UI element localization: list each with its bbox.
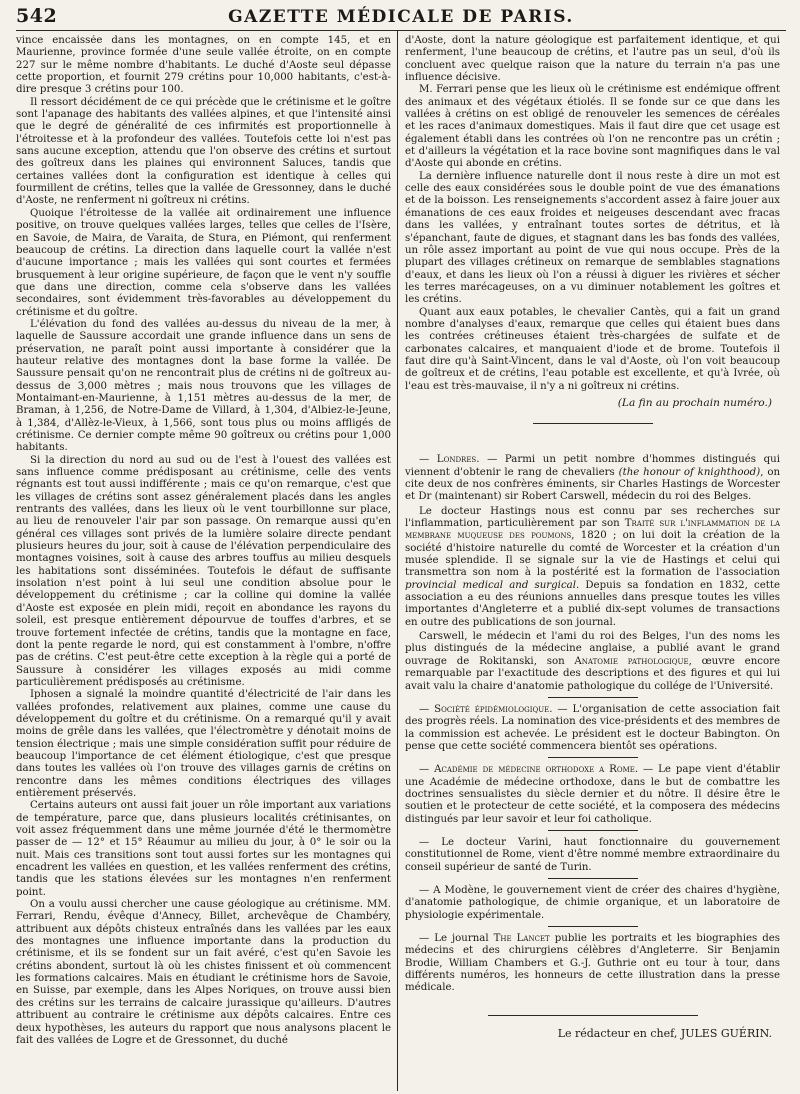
left-column [16,35,397,1091]
news-text: — Le journal [419,933,494,944]
signature-divider [488,1015,698,1016]
news-text: — Parmi un petit nombre d'hommes distingués qui viennent d'obtenir le rang de chevaliers [405,454,780,478]
news-item-londres [405,454,780,503]
news-text: — Le pape vient d'établir une Académie de médecine orthodoxe, dans le but de combattre les doctrines sensualistes du siècle dernier et du nôtre. Il désire être le soutien et le protecteur de cette société, et la composera des médecins distingués par leur savoir et leur foi catholique. [405,764,780,825]
journal-title: GAZETTE MÉDICALE DE PARIS. [228,7,574,27]
page-number: 542 [16,5,58,27]
paragraph: vince encaissée dans les montagnes, on en compte 145, et en Maurienne, province formée d'une seule vallée étroite, on en compte 227 sur le même nombre d'habitants. Le duché d'Aoste seul dépasse cette proportion, et fournit 279 crétins pour 10,000 habitants, c'est-à-dire presque 3 crétins pour 100. [16,35,391,96]
news-item-lancet [405,933,780,995]
page-header [16,4,786,31]
book-title: Anatomie pathologique [574,655,689,667]
news-text: . Depuis sa fondation en 1832, cette association a eu des réunions annuelles dans presque toutes les villes importantes d'Angleterre et a publié dix-sept volumes de transactions en outre des publications de son journal. [405,579,780,628]
news-text-italic: (the honour of knighthood) [618,466,761,478]
news-heading: — Société épidémiologique. [419,703,553,715]
news-text: Carswell, le médecin et l'ami du roi des Belges, l'un des noms les plus distingués de la médecine anglaise, a publié avant le grand ouvrage de Rokitanski, son [405,631,780,667]
news-item-carswell [405,631,780,693]
news-divider [548,830,638,831]
paragraph: Certains auteurs ont aussi fait jouer un rôle important aux variations de température, parce que, dans plusieurs localités crétinisantes, on voit assez fréquemment dans une même journée d'été le thermomètre passer de — 12° et 15° Réaumur au milieu du jour, à 0° le soir ou la nuit. Mais ces transitions sont tout aussi fortes sur les montagnes qui encadrent les vallées en question, et les vallées renferment des crétins, tandis que les stations élevées sur les montagnes n'en renferment point. [16,800,391,898]
paragraph: Si la direction du nord au sud ou de l'est à l'ouest des vallées est sans influence comme prédisposant au crétinisme, celle des vents régnants est tout aussi indifférente ; mais ce qu'on remarque, c'est que les villages de crétins sont assez généralement placés dans les angles rentrants des vallées, dans les lieux où le vent tourbillonne sur place, au lieu de renouveler l'air par son passage. On remarque aussi qu'en général ces villages sont privés de la lumière solaire directe pendant plusieurs heures du jour, soit à cause de l'élévation perpendiculaire des montagnes voisines, soit à cause des arbres touffus au milieu desquels les habitations sont disséminées. Toutefois le défaut de suffisante insolation n'est point à lui seul une condition absolue pour le développement du crétinisme ; car la colline qui domine la vallée d'Aoste est exposée en plein midi, reçoit en abondance les rayons du soleil, est presque entièrement dépourvue de touffes d'arbres, et se trouve fortement infectée de crétins, tandis que la montagne en face, dont la pente regarde le nord, qui est constamment à l'ombre, n'offre pas de crétins. C'est peut-être cette exception à la règle qui a porté de Saussure à considérer les villages exposés au midi comme particulièrement prédisposés au crétinisme. [16,454,391,688]
paragraph: M. Ferrari pense que les lieux où le crétinisme est endémique offrent des animaux et des végétaux étiolés. Il se fonde sur ce que dans les vallées à crétins on est obligé de renouveler les semences de céréales et les races d'animaux domestiques. Mais il faut dire que cet usage est également établi dans les contrées où l'on ne rencontre pas un crétin ; et d'ailleurs la végétation et la race bovine sont magnifiques dans le val d'Aoste qui abonde en crétins. [405,84,780,170]
right-column [398,35,780,1091]
news-text: , œuvre encore remarquable par l'exactitude des descriptions et des figures et qui lui avait valu la chaire d'anatomie pathologique du collége de l'Université. [405,655,780,692]
paragraph: Quant aux eaux potables, le chevalier Cantès, qui a fait un grand nombre d'analyses d'eaux, remarque que celles qui étaient bues dans les contrées crétineuses étaient très-chargées de sulfate et de carbonates calcaires, et manquaient d'iode et de brome. Toutefois il faut dire qu'à Saint-Vincent, dans le val d'Aoste, où l'on voit beaucoup de goîtreux et de crétins, l'eau potable est excellente, et qu'à Ivrée, où l'eau est très-mauvaise, il n'y a ni goîtreux ni crétins. [405,306,780,392]
editor-signature: Le rédacteur en chef, JULES GUÉRIN. [557,1026,772,1040]
article-columns [16,35,786,1091]
paragraph: Il ressort décidément de ce qui précède que le crétinisme et le goître sont l'apanage des habitants des vallées alpines, et que l'intensité ainsi que le degré de généralité de ces infirmités est proportionnelle à l'étroitesse et à la profondeur des vallées. Toutefois cette loi n'est pas sans aucune exception, attendu que l'on observe des crétins et surtout des goîtreux dans les plaines qui environnent Saluces, tandis que certaines vallées dont la configuration est identique à celles qui fourmillent de crétins, telles que la vallée de Gressonney, dans le duché d'Aoste, ne renferment ni goîtreux ni crétins. [16,96,391,207]
paragraph: On a voulu aussi chercher une cause géologique au crétinisme. MM. Ferrari, Rendu, évêque d'Annecy, Billet, archevêque de Chambéry, attribuent aux dépôts chisteux entraînés dans les vallées par les eaux des montagnes une influence importante dans la production du crétinisme, et ils se fondent sur un fait avéré, c'est qu'en Savoie les crétins abondent, surtout là où les chistes finissent et où commencent les formations calcaires. Mais en étudiant le crétinisme hors de Savoie, en Suisse, par exemple, dans les Alpes Noriques, on trouve aussi bien des crétins sur les terrains de calcaire jurassique qu'ailleurs. D'autres attribuent au contraire le crétinisme aux dépôts calcaires. Entre ces deux hypothèses, les auteurs du rapport que nous analysons placent le fait des vallées de Logre et de Gressonnet, du duché [16,899,391,1046]
news-item-modene: — A Modène, le gouvernement vient de créer des chaires d'hygiène, d'anatomie pathologique, de chimie organique, et un laboratoire de physiologie expérimentale. [405,884,780,921]
paragraph: d'Aoste, dont la nature géologique est parfaitement identique, et qui renferment, l'une beaucoup de crétins, et l'autre pas un seul, d'où ils concluent avec quelque raison que la nature du terrain n'a pas une influence décisive. [405,35,780,84]
news-text-italic: provincial medical and surgical [405,579,576,591]
section-divider [533,423,653,424]
news-text: — L'organisation de cette association fait des progrès réels. La nomination des vice-présidents et des membres de la commission est achevée. Le président est le docteur Babington. On pense que cette société commencera bientôt ses opérations. [405,703,780,752]
paragraph: L'élévation du fond des vallées au-dessus du niveau de la mer, à laquelle de Saussure accordait une grande influence dans un sens de préservation, ne paraît point aussi importante à considérer que la hauteur relative des montagnes dont la base forme la vallée. De Saussure pensait qu'on ne rencontrait plus de crétins ni de goîtreux au-dessus de 3,000 mètres ; mais nous trouvons que les villages de Montaimant-en-Maurienne, à 1,151 mètres au-dessus de la mer, de Braman, à 1,256, de Notre-Dame de Villard, à 1,304, d'Albiez-le-Jeune, à 1,384, d'Allèz-le-Vieux, à 1,566, sont tous plus ou moins affligés de crétinisme. Ce dernier compte même 90 goîtreux ou crétins pour 1,000 habitants. [16,318,391,454]
news-divider [548,926,638,927]
news-text: publie les portraits et les biographies des médecins et des chirurgiens célèbres d'Angleterre. Sir Benjamin Brodie, William Chambers et G.-J. Guthrie ont eu tour à tour, dans différents numéros, les honneurs de cette illustration dans la presse médicale. [405,933,780,994]
news-item-hastings [405,506,780,629]
news-heading: — Londres. [419,454,480,466]
news-divider [548,757,638,758]
news-item-societe [405,704,780,753]
news-text: Le docteur Hastings nous est connu par ses recherches sur l'inflammation, particulièrement par son [405,505,780,530]
journal-name: The Lancet [493,933,550,944]
news-text: , on cite deux de nos confrères éminents, sir Charles Hastings de Worcester et Dr (maintenant) sir Robert Carswell, médecin du roi des Belges. [405,466,780,503]
news-item-varini: — Le docteur Varini, haut fonctionnaire du gouvernement constitutionnel de Rome, vient d'être nommé membre extraordinaire du conseil supérieur de santé de Turin. [405,836,780,873]
news-divider [548,697,638,698]
continued-note: (La fin au prochain numéro.) [617,396,772,409]
paragraph: La dernière influence naturelle dont il nous reste à dire un mot est celle des eaux considérées sous le double point de vue des émanations et de la boisson. Les renseignements s'accordent assez à faire jouer aux émanations de ces eaux froides et neigeuses descendant avec fracas dans les vallées, y entraînant toutes sortes de détritus, et là s'épanchant, faute de digues, et stagnant dans les bas fonds des vallées, un rôle assez important au point de vue qui nous occupe. Près de la plupart des villages crétineux on remarque de semblables stagnations d'eaux, et dans les lieux où l'on a réussi à diguer les rivières et sécher les terres marécageuses, on a vu diminuer notablement les goîtres et les crétins. [405,170,780,306]
paragraph: Iphosen a signalé la moindre quantité d'électricité de l'air dans les vallées profondes, relativement aux plaines, comme une cause du développement du goître et du crétinisme. On a remarqué qu'il y avait moins de grêle dans les vallées, que l'électromètre y dénotait moins de tension électrique ; mais une simple considération suffit pour réduire de beaucoup l'importance de cet élément étiologique, c'est que presque dans toutes les vallées où l'on trouve des villages garnis de crétins on rencontre dans les mêmes conditions électriques des villages entièrement préservés. [16,689,391,799]
news-divider [548,878,638,879]
news-heading: — Académie de médecine orthodoxe a Rome. [419,764,639,776]
news-text: , 1820 ; on lui doit la création de la société d'histoire naturelle du comté de Worcester et la création d'un musée splendide. Il se signale sur la vie de Hastings et celui qui transmettra son nom à la postérité est la formation de l'association [405,530,780,579]
book-title: Traité sur l'inflammation de la membrane muqueuse des poumons [405,518,780,542]
paragraph: Quoique l'étroitesse de la vallée ait ordinairement une influence positive, on trouve quelques vallées larges, telles que celles de l'Isère, en Savoie, de Maira, de Varaita, de Stura, en Piémont, qui renferment beaucoup de crétins. La direction dans laquelle court la vallée n'est d'aucune importance ; mais les vallées qui sont courtes et fermées brusquement à leur origine supérieure, de façon que le vent n'y souffle que dans une direction, comme cela s'observe dans les vallées secondaires, sont évidemment très-favorables au développement du crétinisme et du goître. [16,207,391,318]
news-item-academie [405,764,780,826]
